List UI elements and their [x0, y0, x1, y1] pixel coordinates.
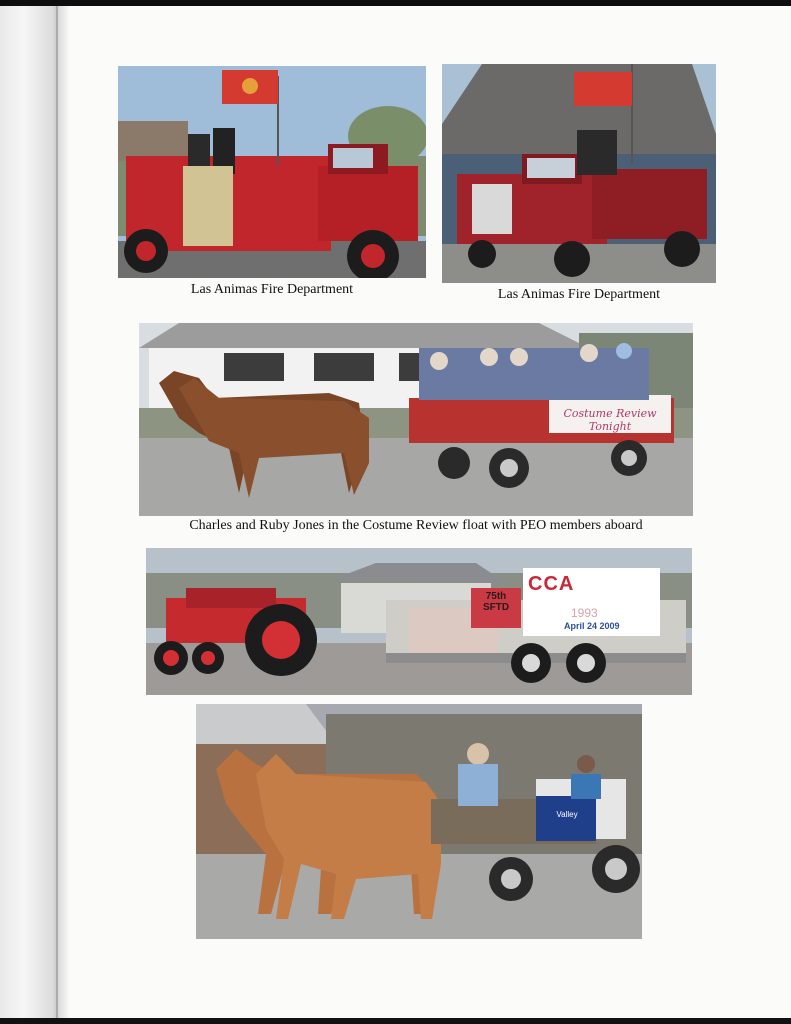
trailer-sign-badge: 75th SFTD [482, 591, 510, 613]
book-gutter [56, 6, 70, 1018]
photo-costume-review-float [139, 323, 693, 516]
photo-draft-horse-wagon [196, 704, 642, 939]
photo-fire-truck-front [442, 64, 716, 283]
trailer-sign-logo: CCA [528, 573, 575, 595]
scan-edge-bottom [0, 1018, 791, 1024]
caption-photo-2: Las Animas Fire Department [497, 287, 661, 302]
wagon-banner: Valley [556, 810, 578, 819]
float-sign: Costume Review Tonight [563, 407, 657, 433]
photo-tractor-trailer [146, 548, 692, 695]
caption-photo-3: Charles and Ruby Jones in the Costume Review float with PEO members aboard [189, 518, 643, 533]
trailer-sign-date: April 24 2009 [564, 621, 620, 631]
left-page-edge [0, 6, 60, 1020]
photo-fire-truck-side [118, 66, 426, 278]
caption-photo-1: Las Animas Fire Department [190, 282, 354, 297]
trailer-sign-year: 1993 [571, 606, 598, 620]
